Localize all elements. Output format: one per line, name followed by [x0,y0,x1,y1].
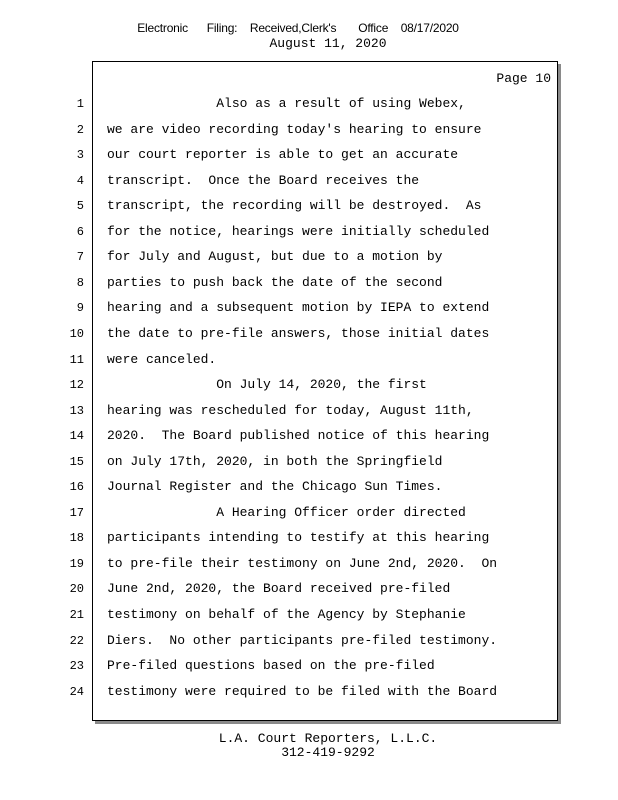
line-text: hearing and a subsequent motion by IEPA to extend [107,300,490,315]
line-number: 11 [69,353,84,367]
line-text: Journal Register and the Chicago Sun Times. [107,479,443,494]
line-number: 7 [76,250,84,264]
line-number: 23 [69,659,84,673]
line-text: A Hearing Officer order directed [107,505,466,520]
line-text: for the notice, hearings were initially scheduled [107,224,490,239]
line-number: 21 [69,608,84,622]
line-number: 16 [69,480,84,494]
footer-phone: 312-419-9292 [281,745,375,760]
line-number: 14 [69,429,84,443]
line-text: to pre-file their testimony on June 2nd, 2020. On [107,556,498,571]
line-number: 22 [69,634,84,648]
line-number: 4 [76,174,84,188]
line-text: for July and August, but due to a motion by [107,249,443,264]
line-number: 10 [69,327,84,341]
line-text: hearing was rescheduled for today, August 11th, [107,403,474,418]
line-number: 18 [69,531,84,545]
line-text: transcript. Once the Board receives the [107,173,420,188]
line-text: testimony were required to be filed with the Board [107,684,498,699]
line-text: the date to pre-file answers, those initial dates [107,326,490,341]
line-text: were canceled. [107,352,217,367]
line-number: 24 [69,685,84,699]
line-number: 6 [76,225,84,239]
line-text: testimony on behalf of the Agency by Stephanie [107,607,466,622]
line-number: 2 [76,123,84,137]
line-text: transcript, the recording will be destroyed. As [107,198,482,213]
line-text: on July 17th, 2020, in both the Springfield [107,454,443,469]
line-number: 3 [76,148,84,162]
line-number: 5 [76,199,84,213]
line-number: 12 [69,378,84,392]
line-text: our court reporter is able to get an accurate [107,147,459,162]
line-text: Diers. No other participants pre-filed testimony. [107,633,498,648]
filing-stamp: Electronic Filing: Received,Clerk's Office 08/17/2020 [137,21,459,35]
hearing-date: August 11, 2020 [269,36,387,51]
page-number: Page 10 [496,71,551,86]
line-text: June 2nd, 2020, the Board received pre-filed [107,581,451,596]
line-number: 20 [69,582,84,596]
line-text: parties to push back the date of the second [107,275,443,290]
line-number: 1 [76,97,84,111]
line-text: 2020. The Board published notice of this hearing [107,428,490,443]
line-text: we are video recording today's hearing to ensure [107,122,482,137]
line-number: 15 [69,455,84,469]
line-text: Also as a result of using Webex, [107,96,466,111]
line-number: 8 [76,276,84,290]
line-text: On July 14, 2020, the first [107,377,427,392]
line-text: Pre-filed questions based on the pre-filed [107,658,435,673]
line-number: 17 [69,506,84,520]
footer-company: L.A. Court Reporters, L.L.C. [218,731,438,746]
line-number: 9 [76,301,84,315]
line-number: 13 [69,404,84,418]
line-number: 19 [69,557,84,571]
line-text: participants intending to testify at this hearing [107,530,490,545]
